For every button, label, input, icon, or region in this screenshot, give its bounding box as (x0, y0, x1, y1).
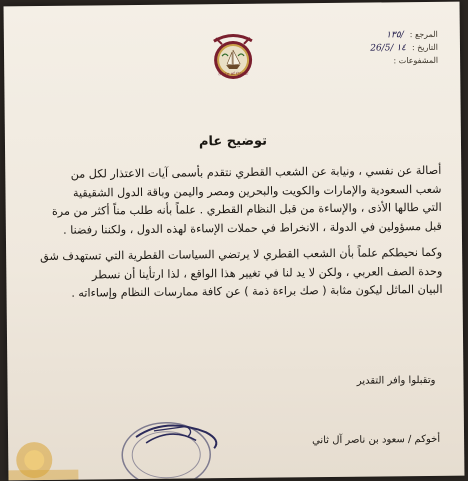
date-row (318, 41, 438, 55)
letter-body (33, 162, 442, 304)
body-line: البيان الماثل ليكون مثابة ( صك براءة ذمة ) عن كافة ممارسات النظام وإساءاته . (71, 282, 443, 300)
body-line: وحدة الصف العربي ، ولكن لا يد لنا في تغيير هذا الواقع ، لذا ارتأينا أن نسطر (91, 264, 443, 281)
letter-page (4, 2, 465, 481)
reference-value: ١٣٥/ (386, 29, 404, 40)
emblem-caption: State of Qatar (218, 70, 249, 77)
qatar-emblem-icon (202, 26, 265, 89)
watermark-graphic (8, 432, 78, 481)
date-label: التاريخ : (411, 42, 439, 53)
attachments-label: المشفوعات : (393, 55, 439, 66)
reference-label: المرجع : (409, 29, 438, 40)
reference-block (318, 28, 438, 68)
official-stamp (96, 396, 247, 480)
body-line: التي طالها الأذى ، والإساءة من قبل النظام القطري . علماً بأنه طلب مناً أكثر من مرة (51, 200, 442, 218)
signature-line: أخوكم / سعود بن ناصر آل ثاني (311, 433, 441, 447)
closing-line: وتقبلوا وافر التقدير (356, 374, 436, 387)
emblem-graphic (202, 26, 265, 89)
body-line: أصالة عن نفسي ، ونيابة عن الشعب القطري نتقدم بأسمى آيات الاعتذار لكل من (70, 163, 442, 181)
site-watermark-icon (8, 432, 78, 481)
body-line: قبل مسؤولين في الدولة ، الانخراط في حملات الإساءة لهذه الدول ، ولكننا رفضنا . (62, 219, 442, 237)
body-line: وكما نحيطكم علماً بأن الشعب القطري لا يرتضي السياسات القطرية التي تستهدف شق (40, 245, 443, 264)
stamp-graphic (96, 396, 247, 480)
reference-number-row (318, 28, 438, 42)
attachments-row (318, 54, 438, 68)
letter-title: توضيح عام (198, 133, 268, 150)
date-value: 26/5/ ١٤ (370, 42, 407, 54)
body-line: شعب السعودية والإمارات والكويت والبحرين ومصر واليمن وباقة الدول الشقيقية (72, 182, 442, 200)
